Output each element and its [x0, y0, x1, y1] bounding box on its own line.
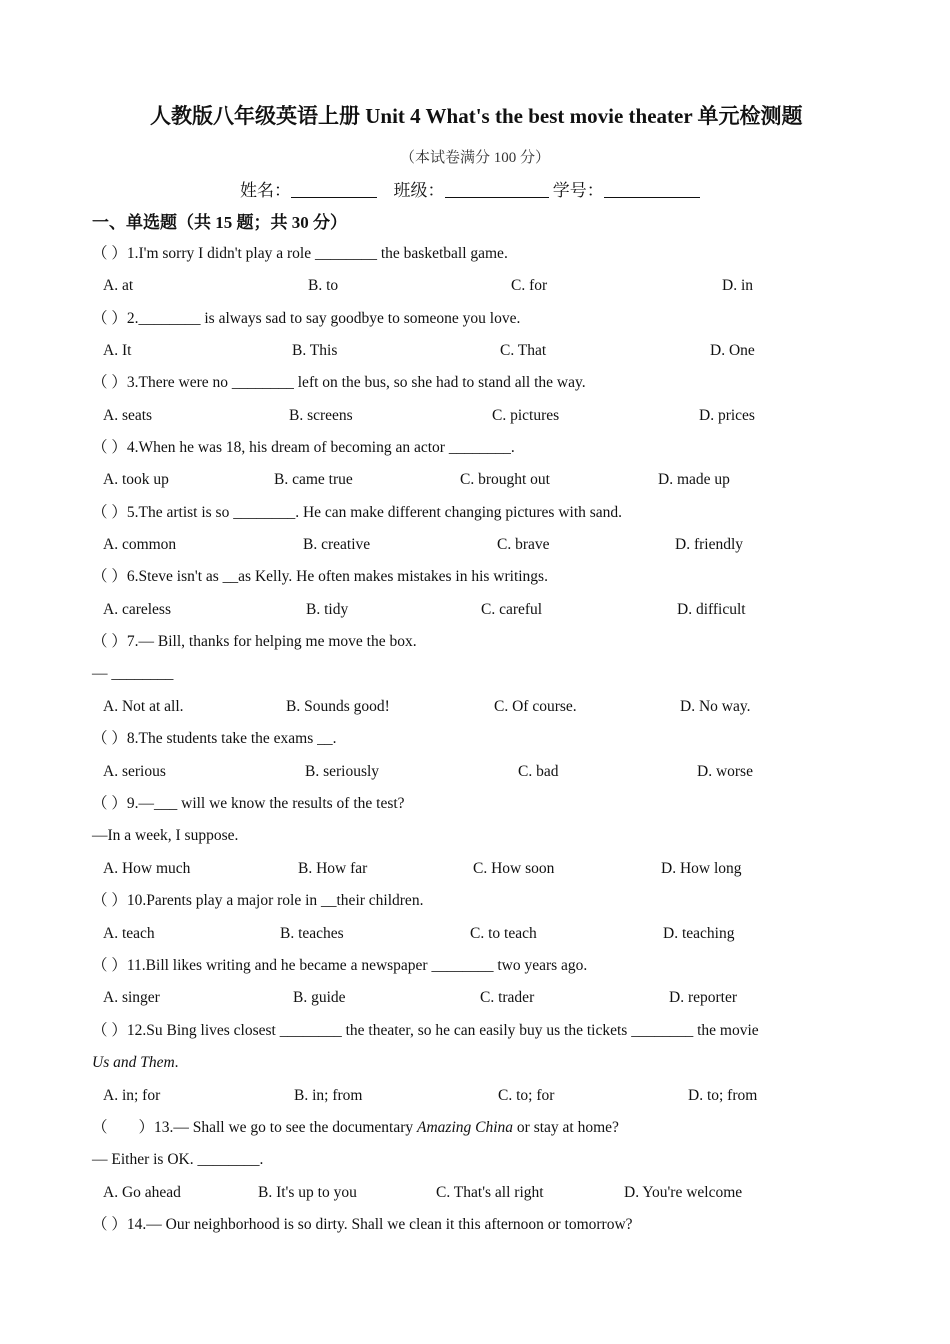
question-stem: （ ）12.Su Bing lives closest ________ the theater, so he can easily buy us the tickets ________ the movie — [92, 1022, 759, 1039]
option-d[interactable]: D. No way. — [680, 698, 751, 715]
option-c[interactable]: C. Of course. — [494, 698, 577, 715]
option-d[interactable]: D. made up — [658, 471, 730, 488]
name-blank[interactable] — [291, 181, 377, 198]
option-a[interactable]: A. Go ahead — [103, 1184, 181, 1201]
option-a[interactable]: A. singer — [103, 989, 160, 1006]
option-c[interactable]: C. for — [511, 277, 548, 294]
option-a[interactable]: A. at — [103, 277, 134, 294]
option-b[interactable]: B. creative — [303, 536, 371, 553]
option-b[interactable]: B. to — [308, 277, 339, 294]
option-c[interactable]: C. to teach — [470, 925, 537, 942]
option-d[interactable]: D. prices — [699, 407, 755, 424]
question-stem: （ ）10.Parents play a major role in __their children. — [92, 892, 424, 909]
question-stem: （ ）8.The students take the exams __. — [92, 730, 337, 747]
option-d[interactable]: D. One — [710, 342, 755, 359]
class-label: 班级： — [393, 181, 445, 200]
movie-title: Us and Them — [92, 1054, 175, 1071]
question-stem — [92, 1118, 619, 1138]
section-title: 一、单选题（共 15 题；共 30 分） — [92, 213, 347, 232]
option-c[interactable]: C. That — [500, 342, 547, 359]
question-response: —In a week, I suppose. — [92, 827, 239, 844]
option-row — [103, 1086, 863, 1106]
id-label: 学号： — [552, 181, 604, 200]
option-row — [103, 600, 863, 620]
option-row — [103, 535, 863, 555]
option-c[interactable]: C. brought out — [460, 471, 550, 488]
option-b[interactable]: B. This — [292, 342, 338, 359]
option-d[interactable]: D. How long — [661, 860, 742, 877]
option-a[interactable]: A. seats — [103, 407, 153, 424]
option-d[interactable]: D. to; from — [688, 1087, 758, 1104]
option-c[interactable]: C. to; for — [498, 1087, 555, 1104]
name-label: 姓名： — [240, 181, 291, 200]
question-stem: （ ）9.—___ will we know the results of the test? — [92, 795, 405, 812]
option-row — [103, 859, 863, 879]
option-row — [103, 762, 863, 782]
option-row — [103, 470, 863, 490]
option-d[interactable]: D. teaching — [663, 925, 735, 942]
option-b[interactable]: B. It's up to you — [258, 1184, 357, 1201]
option-b[interactable]: B. came true — [274, 471, 353, 488]
option-b[interactable]: B. screens — [289, 407, 353, 424]
question-stem: （ ）14.— Our neighborhood is so dirty. Shall we clean it this afternoon or tomorrow? — [92, 1216, 633, 1233]
option-a[interactable]: A. How much — [103, 860, 191, 877]
option-b[interactable]: B. tidy — [306, 601, 349, 618]
option-a[interactable]: A. serious — [103, 763, 166, 780]
option-d[interactable]: D. difficult — [677, 601, 746, 618]
option-b[interactable]: B. How far — [298, 860, 368, 877]
option-d[interactable]: D. reporter — [669, 989, 737, 1006]
question-stem: （ ）2.________ is always sad to say goodbye to someone you love. — [92, 310, 521, 327]
option-row — [103, 697, 863, 717]
question-stem: （ ）5.The artist is so ________. He can make different changing pictures with sand. — [92, 504, 623, 521]
option-row — [103, 924, 863, 944]
option-b[interactable]: B. teaches — [280, 925, 344, 942]
option-d[interactable]: D. worse — [697, 763, 753, 780]
stem-text: or stay at home? — [513, 1119, 619, 1136]
option-d[interactable]: D. You're welcome — [624, 1184, 743, 1201]
option-a[interactable]: A. careless — [103, 601, 171, 618]
option-c[interactable]: C. trader — [480, 989, 535, 1006]
option-row — [103, 406, 863, 426]
option-row — [103, 276, 863, 296]
option-a[interactable]: A. took up — [103, 471, 169, 488]
option-a[interactable]: A. teach — [103, 925, 155, 942]
option-c[interactable]: C. pictures — [492, 407, 560, 424]
option-c[interactable]: C. brave — [497, 536, 550, 553]
option-b[interactable]: B. guide — [293, 989, 346, 1006]
option-a[interactable]: A. common — [103, 536, 177, 553]
question-stem: （ ）6.Steve isn't as __as Kelly. He often makes mistakes in his writings. — [92, 568, 548, 585]
class-blank[interactable] — [445, 181, 549, 198]
option-b[interactable]: B. seriously — [305, 763, 380, 780]
student-info-line — [240, 176, 700, 201]
option-c[interactable]: C. How soon — [473, 860, 555, 877]
option-a[interactable]: A. It — [103, 342, 132, 359]
option-c[interactable]: C. careful — [481, 601, 543, 618]
stem-text: （ ）13.— Shall we go to see the documentary — [92, 1119, 418, 1136]
question-stem: （ ）7.— Bill, thanks for helping me move the box. — [92, 633, 417, 650]
option-c[interactable]: C. That's all right — [436, 1184, 544, 1201]
option-d[interactable]: D. in — [722, 277, 753, 294]
option-row — [103, 1183, 863, 1203]
id-blank[interactable] — [604, 181, 700, 198]
question-response: — ________ — [92, 665, 174, 682]
score-note: （本试卷满分 100 分） — [399, 150, 550, 166]
option-row — [103, 341, 863, 361]
option-b[interactable]: B. in; from — [294, 1087, 363, 1104]
documentary-title: Amazing China — [417, 1119, 514, 1136]
question-stem: （ ）4.When he was 18, his dream of becoming an actor ________. — [92, 439, 515, 456]
punctuation: . — [174, 1054, 179, 1071]
question-continuation — [92, 1053, 179, 1073]
question-stem: （ ）1.I'm sorry I didn't play a role ________ the basketball game. — [92, 245, 508, 262]
option-b[interactable]: B. Sounds good! — [286, 698, 390, 715]
option-a[interactable]: A. Not at all. — [103, 698, 184, 715]
page-title: 人教版八年级英语上册 Unit 4 What's the best movie theater 单元检测题 — [150, 104, 803, 128]
option-c[interactable]: C. bad — [518, 763, 559, 780]
question-stem: （ ）11.Bill likes writing and he became a newspaper ________ two years ago. — [92, 957, 588, 974]
question-response: — Either is OK. ________. — [92, 1151, 264, 1168]
option-row — [103, 988, 863, 1008]
question-stem: （ ）3.There were no ________ left on the bus, so she had to stand all the way. — [92, 374, 586, 391]
option-a[interactable]: A. in; for — [103, 1087, 161, 1104]
option-d[interactable]: D. friendly — [675, 536, 744, 553]
